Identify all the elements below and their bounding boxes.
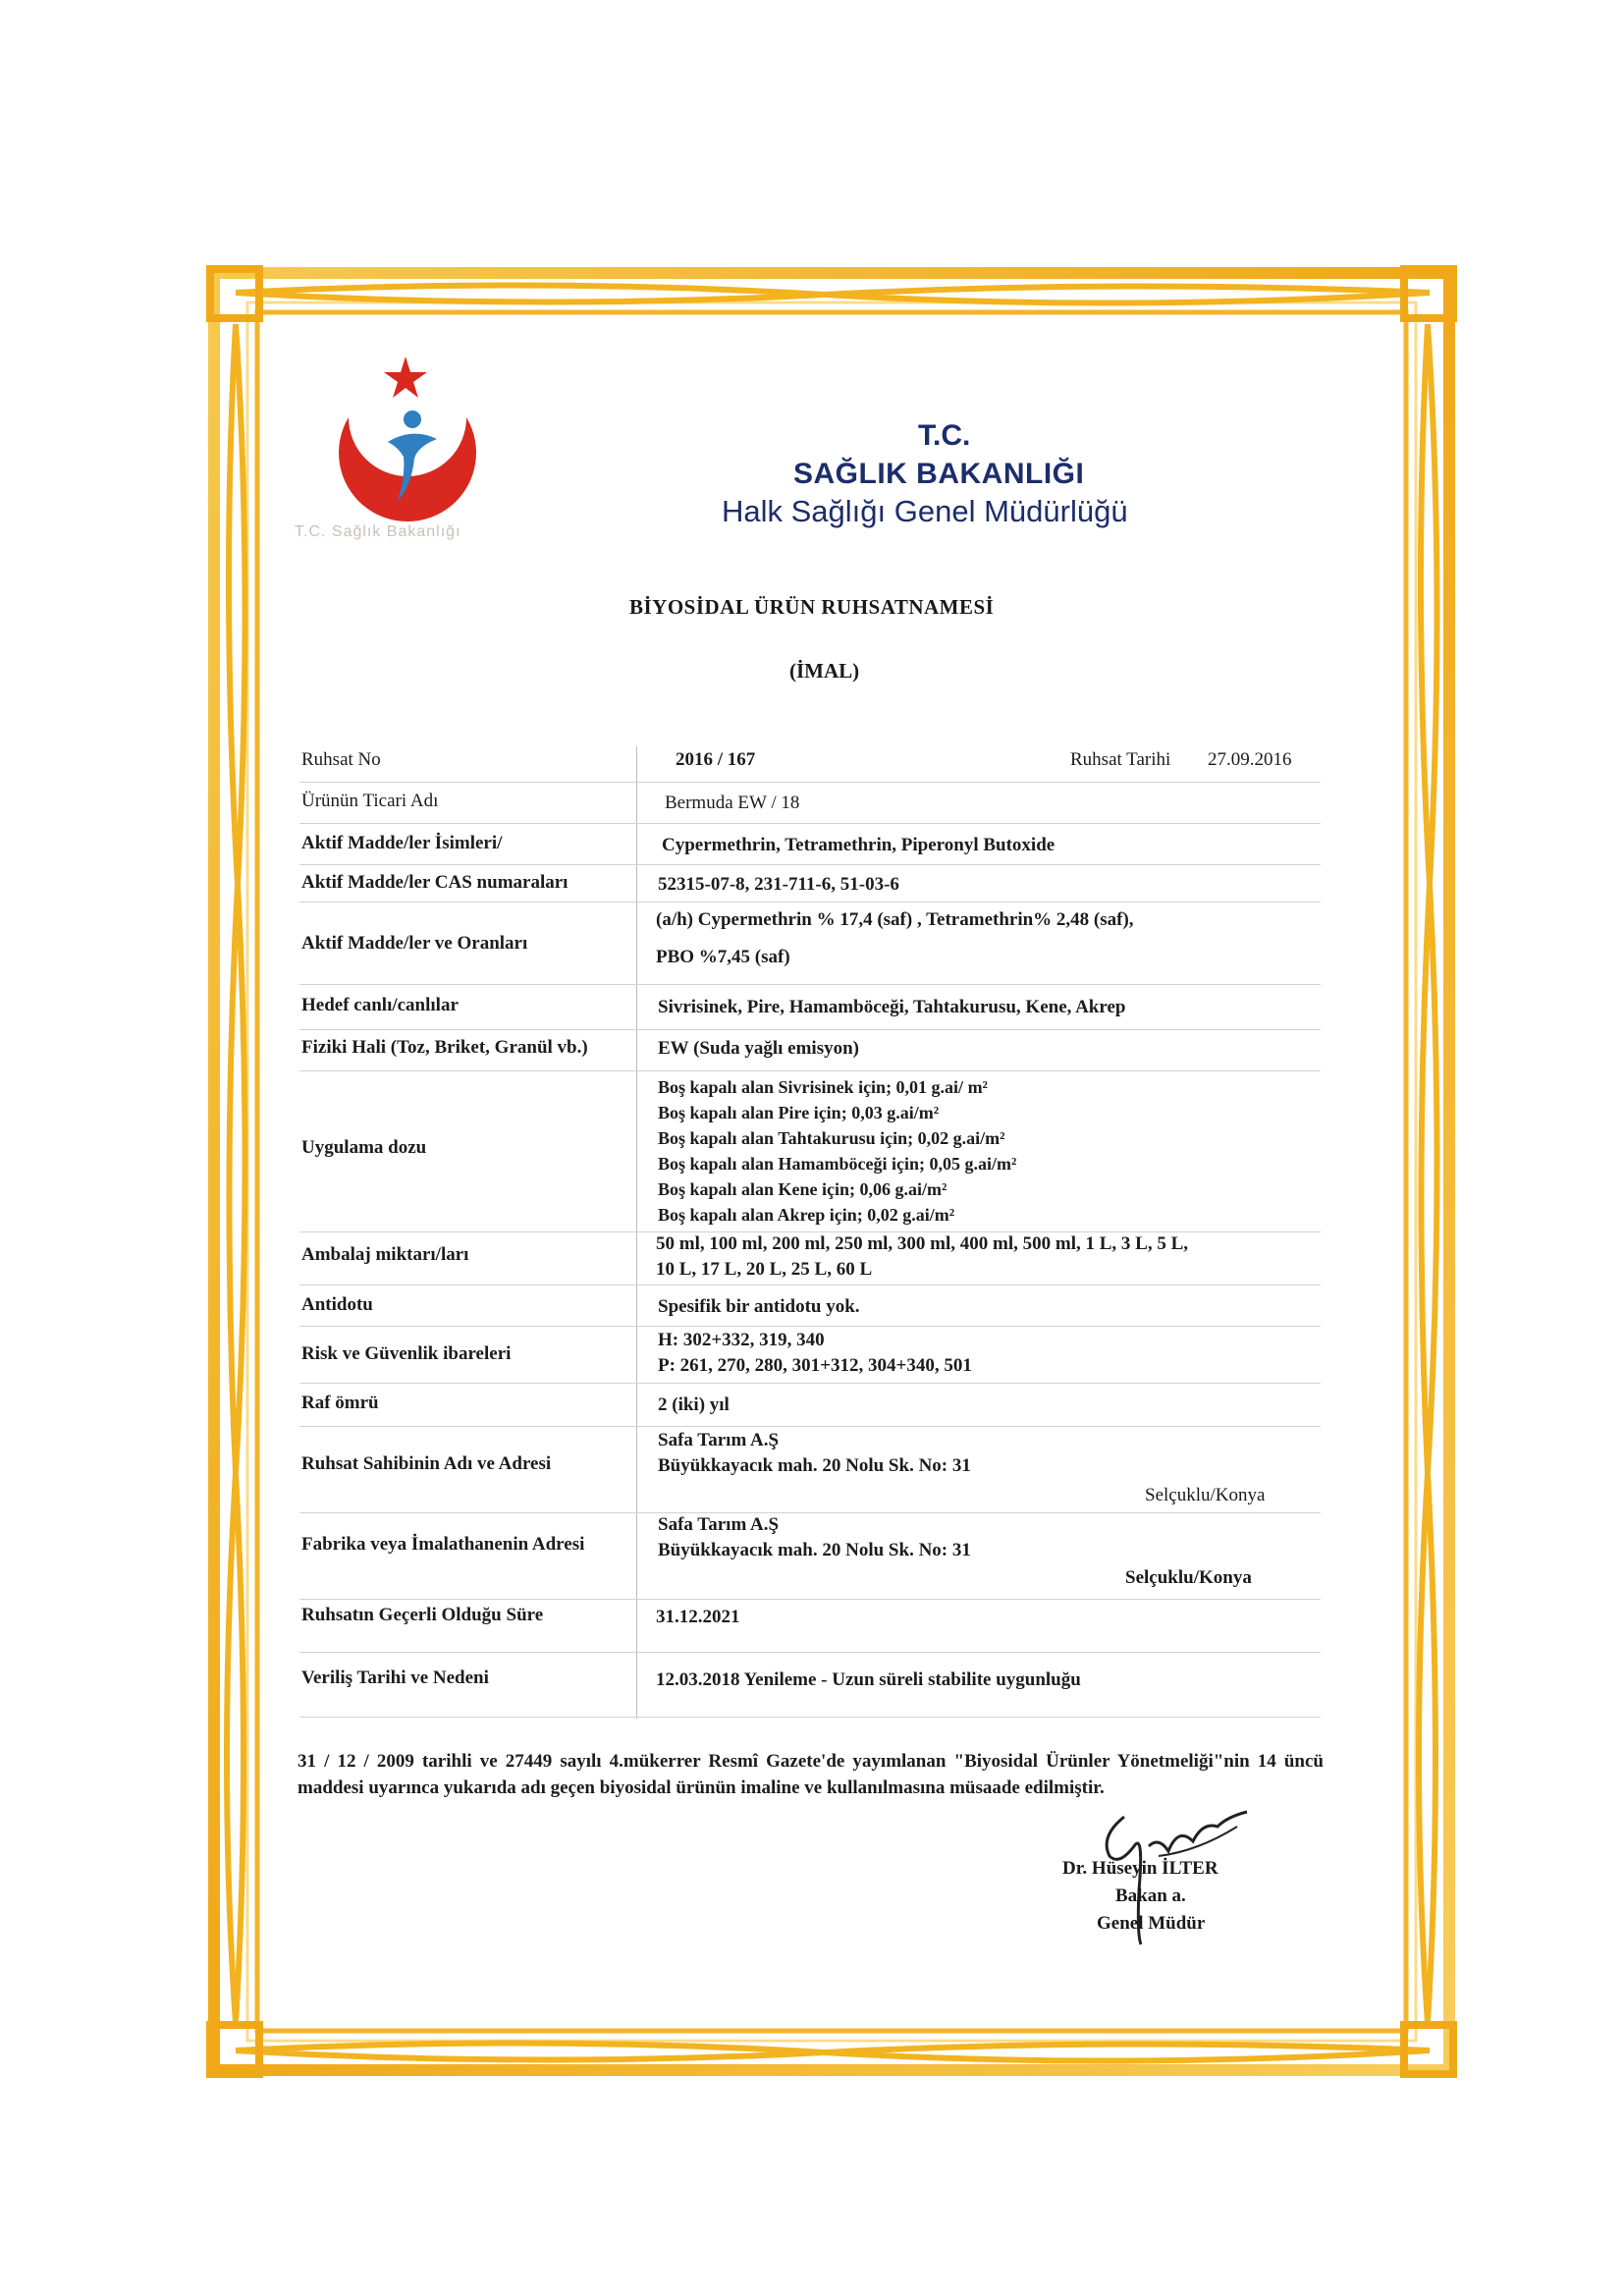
- antidote-value: Spesifik bir antidotu yok.: [658, 1296, 860, 1317]
- row-divider: [299, 984, 1321, 985]
- header-tc: T.C.: [918, 419, 971, 452]
- dose-line: Boş kapalı alan Kene için; 0,06 g.ai/m²: [658, 1179, 947, 1199]
- header-directorate: Halk Sağlığı Genel Müdürlüğü: [722, 494, 1128, 528]
- holder-line2: Büyükkayacık mah. 20 Nolu Sk. No: 31: [658, 1455, 971, 1476]
- dose-line: Boş kapalı alan Akrep için; 0,02 g.ai/m²: [658, 1205, 955, 1225]
- row-divider: [299, 1512, 1321, 1513]
- dose-line: Boş kapalı alan Pire için; 0,03 g.ai/m²: [658, 1103, 940, 1122]
- document-title: BİYOSİDAL ÜRÜN RUHSATNAMESİ: [629, 595, 995, 619]
- trade-name-value: Bermuda EW / 18: [665, 793, 800, 813]
- issue-value: 12.03.2018 Yenileme - Uzun süreli stabilite uygunluğu: [656, 1669, 1081, 1690]
- signatory-position: Genel Müdür: [1097, 1913, 1206, 1934]
- packaging-line2: 10 L, 17 L, 20 L, 25 L, 60 L: [656, 1259, 873, 1280]
- row-divider: [299, 1383, 1321, 1384]
- document-subtitle: (İMAL): [789, 659, 860, 683]
- packaging-line1: 50 ml, 100 ml, 200 ml, 250 ml, 300 ml, 400 ml, 500 ml, 1 L, 3 L, 5 L,: [656, 1233, 1189, 1254]
- row-divider: [299, 823, 1321, 824]
- signatory-name: Dr. Hüseyin İLTER: [1062, 1858, 1218, 1879]
- license-date-value: 27.09.2016: [1208, 749, 1292, 770]
- ratios-label: Aktif Madde/ler ve Oranları: [301, 933, 528, 954]
- legal-statement: 31 / 12 / 2009 tarihli ve 27449 sayılı 4.mükerrer Resmî Gazete'de yayımlanan "Biyosidal Ürünler Yönetmeliği"nin 14 üncü maddesi uyarınca yukarıda adı geçen biyosidal ürünün imaline ve kullanılmasına müsaade edilmiştir.: [298, 1751, 1324, 1798]
- target-label: Hedef canlı/canlılar: [301, 995, 459, 1015]
- logo-caption: T.C. Sağlık Bakanlığı: [295, 523, 461, 540]
- issue-label: Veriliş Tarihi ve Nedeni: [301, 1667, 489, 1688]
- packaging-label: Ambalaj miktarı/ları: [301, 1244, 469, 1265]
- risk-label: Risk ve Güvenlik ibareleri: [301, 1343, 512, 1364]
- ratios-line1: (a/h) Cypermethrin % 17,4 (saf) , Tetramethrin% 2,48 (saf),: [656, 909, 1134, 930]
- row-divider: [299, 782, 1321, 783]
- row-divider: [299, 1070, 1321, 1071]
- ministry-logo-icon: [319, 349, 506, 545]
- validity-label: Ruhsatın Geçerli Olduğu Süre: [301, 1605, 544, 1625]
- row-divider: [299, 1029, 1321, 1030]
- validity-value: 31.12.2021: [656, 1607, 740, 1627]
- factory-label: Fabrika veya İmalathanenin Adresi: [301, 1534, 585, 1555]
- risk-line1: H: 302+332, 319, 340: [658, 1330, 825, 1350]
- cas-value: 52315-07-8, 231-711-6, 51-03-6: [658, 874, 899, 895]
- license-no-value: 2016 / 167: [676, 749, 756, 770]
- active-names-label: Aktif Madde/ler İsimleri/: [301, 833, 503, 853]
- dose-list: [658, 1074, 1016, 1228]
- factory-city: Selçuklu/Konya: [1125, 1567, 1252, 1588]
- holder-label: Ruhsat Sahibinin Adı ve Adresi: [301, 1453, 552, 1474]
- row-divider: [299, 1426, 1321, 1427]
- row-divider: [299, 1231, 1321, 1232]
- row-divider: [299, 1599, 1321, 1600]
- active-names-value: Cypermethrin, Tetramethrin, Piperonyl Butoxide: [662, 835, 1056, 855]
- table-column-divider: [636, 746, 637, 1719]
- row-divider: [299, 1326, 1321, 1327]
- dose-label: Uygulama dozu: [301, 1137, 427, 1158]
- antidote-label: Antidotu: [301, 1294, 373, 1315]
- cas-label: Aktif Madde/ler CAS numaraları: [301, 872, 568, 893]
- physical-label: Fiziki Hali (Toz, Briket, Granül vb.): [301, 1037, 588, 1058]
- row-divider: [299, 1717, 1321, 1718]
- dose-line: Boş kapalı alan Sivrisinek için; 0,01 g.ai/ m²: [658, 1077, 988, 1097]
- shelf-value: 2 (iki) yıl: [658, 1394, 730, 1415]
- factory-line2: Büyükkayacık mah. 20 Nolu Sk. No: 31: [658, 1540, 971, 1560]
- header-ministry: SAĞLIK BAKANLIĞI: [793, 458, 1085, 490]
- physical-value: EW (Suda yağlı emisyon): [658, 1038, 859, 1059]
- ratios-line2: PBO %7,45 (saf): [656, 947, 790, 967]
- holder-line1: Safa Tarım A.Ş: [658, 1430, 780, 1450]
- license-date-label: Ruhsat Tarihi: [1070, 749, 1171, 770]
- target-value: Sivrisinek, Pire, Hamamböceği, Tahtakurusu, Kene, Akrep: [658, 997, 1126, 1017]
- dose-line: Boş kapalı alan Hamamböceği için; 0,05 g.ai/m²: [658, 1154, 1017, 1174]
- shelf-label: Raf ömrü: [301, 1393, 379, 1413]
- license-no-label: Ruhsat No: [301, 749, 381, 770]
- holder-city: Selçuklu/Konya: [1145, 1485, 1266, 1505]
- row-divider: [299, 864, 1321, 865]
- dose-line: Boş kapalı alan Tahtakurusu için; 0,02 g.ai/m²: [658, 1128, 1005, 1148]
- trade-name-label: Ürünün Ticari Adı: [301, 791, 439, 811]
- risk-line2: P: 261, 270, 280, 301+312, 304+340, 501: [658, 1355, 972, 1376]
- signatory-title: Bakan a.: [1115, 1886, 1186, 1906]
- factory-line1: Safa Tarım A.Ş: [658, 1514, 780, 1535]
- row-divider: [299, 1652, 1321, 1653]
